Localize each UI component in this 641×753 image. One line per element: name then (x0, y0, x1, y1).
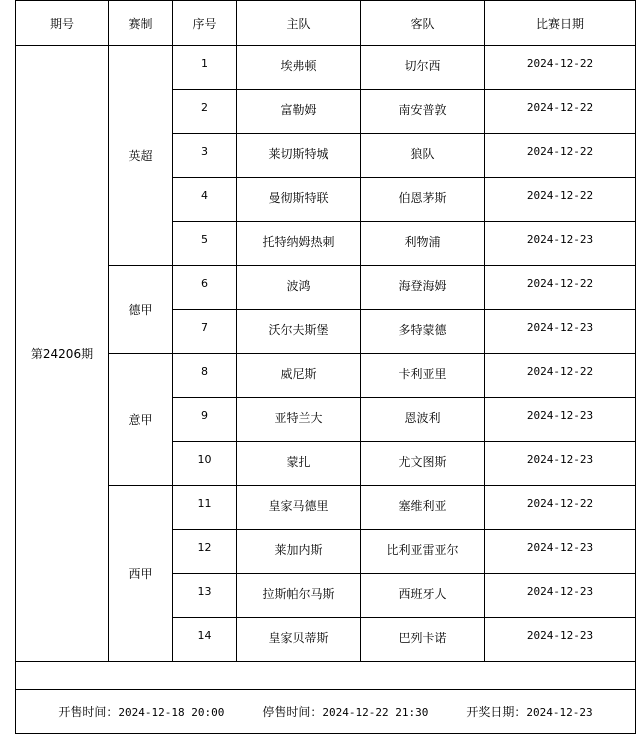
home-team: 亚特兰大 (237, 398, 361, 442)
away-team: 塞维利亚 (361, 486, 485, 530)
home-team: 拉斯帕尔马斯 (237, 574, 361, 618)
home-team: 威尼斯 (237, 354, 361, 398)
sale-stop-value: 2024-12-22 21:30 (322, 706, 429, 719)
match-index: 4 (173, 178, 237, 222)
blank-row (16, 662, 636, 690)
match-date: 2024-12-22 (485, 46, 636, 90)
match-index: 14 (173, 618, 237, 662)
header-row (16, 1, 636, 46)
sale-stop-label: 停售时间： (262, 705, 323, 719)
away-team: 西班牙人 (361, 574, 485, 618)
match-date: 2024-12-22 (485, 90, 636, 134)
period-cell: 第24206期 (16, 46, 109, 662)
home-team: 埃弗顿 (237, 46, 361, 90)
match-date: 2024-12-22 (485, 354, 636, 398)
header-league: 赛制 (109, 1, 173, 46)
match-date: 2024-12-22 (485, 134, 636, 178)
table-row (16, 46, 636, 90)
away-team: 尤文图斯 (361, 442, 485, 486)
home-team: 皇家马德里 (237, 486, 361, 530)
draw-date-label: 开奖日期： (466, 705, 527, 719)
match-schedule-table (15, 0, 636, 734)
away-team: 南安普敦 (361, 90, 485, 134)
home-team: 沃尔夫斯堡 (237, 310, 361, 354)
match-index: 8 (173, 354, 237, 398)
home-team: 托特纳姆热刺 (237, 222, 361, 266)
match-date: 2024-12-23 (485, 310, 636, 354)
home-team: 曼彻斯特联 (237, 178, 361, 222)
sale-start (58, 703, 224, 720)
match-index: 3 (173, 134, 237, 178)
match-date: 2024-12-23 (485, 574, 636, 618)
match-index: 2 (173, 90, 237, 134)
sale-stop (262, 703, 428, 720)
header-index: 序号 (173, 1, 237, 46)
match-index: 7 (173, 310, 237, 354)
league-cell: 意甲 (109, 354, 173, 486)
home-team: 莱切斯特城 (237, 134, 361, 178)
away-team: 海登海姆 (361, 266, 485, 310)
table-row (16, 266, 636, 310)
away-team: 切尔西 (361, 46, 485, 90)
home-team: 皇家贝蒂斯 (237, 618, 361, 662)
match-date: 2024-12-23 (485, 398, 636, 442)
league-cell: 英超 (109, 46, 173, 266)
league-cell: 德甲 (109, 266, 173, 354)
away-team: 比利亚雷亚尔 (361, 530, 485, 574)
header-period: 期号 (16, 1, 109, 46)
league-cell: 西甲 (109, 486, 173, 662)
table-row (16, 486, 636, 530)
match-index: 5 (173, 222, 237, 266)
home-team: 莱加内斯 (237, 530, 361, 574)
match-date: 2024-12-22 (485, 486, 636, 530)
draw-date (466, 703, 592, 720)
match-index: 12 (173, 530, 237, 574)
blank-cell (16, 662, 636, 690)
home-team: 蒙扎 (237, 442, 361, 486)
away-team: 卡利亚里 (361, 354, 485, 398)
match-index: 13 (173, 574, 237, 618)
match-date: 2024-12-22 (485, 178, 636, 222)
home-team: 波鸿 (237, 266, 361, 310)
away-team: 狼队 (361, 134, 485, 178)
match-date: 2024-12-23 (485, 222, 636, 266)
away-team: 恩波利 (361, 398, 485, 442)
match-index: 11 (173, 486, 237, 530)
away-team: 伯恩茅斯 (361, 178, 485, 222)
table-row (16, 354, 636, 398)
match-date: 2024-12-22 (485, 266, 636, 310)
sale-start-label: 开售时间： (58, 705, 119, 719)
footer-row (16, 690, 636, 734)
footer-cell (16, 690, 636, 734)
sale-start-value: 2024-12-18 20:00 (118, 706, 225, 719)
header-away: 客队 (361, 1, 485, 46)
header-home: 主队 (237, 1, 361, 46)
home-team: 富勒姆 (237, 90, 361, 134)
match-date: 2024-12-23 (485, 618, 636, 662)
match-index: 6 (173, 266, 237, 310)
match-date: 2024-12-23 (485, 530, 636, 574)
away-team: 巴列卡诺 (361, 618, 485, 662)
match-index: 10 (173, 442, 237, 486)
away-team: 多特蒙德 (361, 310, 485, 354)
match-index: 1 (173, 46, 237, 90)
match-date: 2024-12-23 (485, 442, 636, 486)
header-date: 比赛日期 (485, 1, 636, 46)
match-index: 9 (173, 398, 237, 442)
draw-date-value: 2024-12-23 (526, 706, 593, 719)
away-team: 利物浦 (361, 222, 485, 266)
